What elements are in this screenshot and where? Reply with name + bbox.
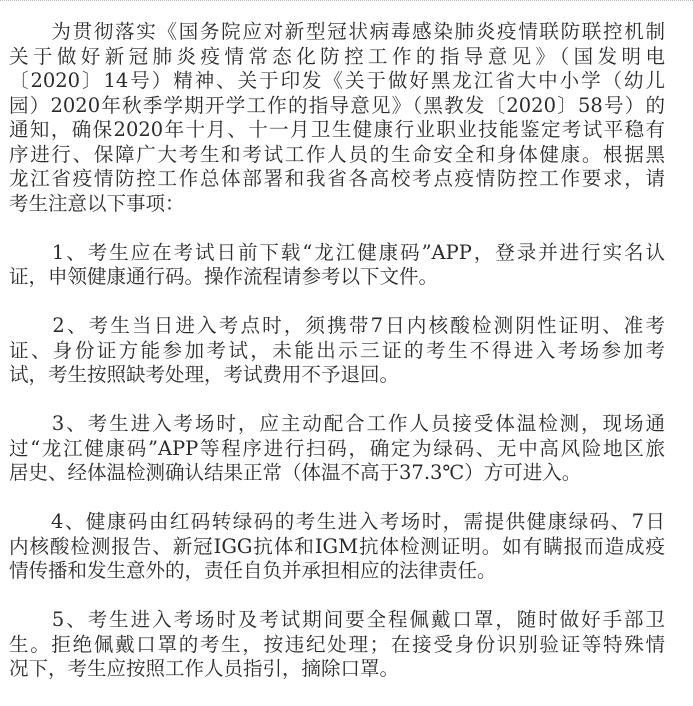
notice-item-3 bbox=[9, 412, 665, 486]
notice-item-5 bbox=[9, 608, 665, 682]
notice-document bbox=[9, 20, 665, 706]
text-line: 试，考生按照缺考处理，考试费用不予退回。 bbox=[9, 363, 400, 386]
text-line: 2、考生当日进入考点时，须携带7日内核酸检测阴性证明、准考 bbox=[9, 314, 665, 337]
notice-item-1 bbox=[9, 241, 665, 290]
intro-paragraph bbox=[9, 20, 665, 216]
text-line: 过“龙江健康码”APP等程序进行扫码，确定为绿码、无中高风险地区旅 bbox=[9, 436, 665, 460]
text-line: 居史、经体温检测确认结果正常（体温不高于37.3℃）方可进入。 bbox=[9, 461, 582, 484]
text-line: 4、健康码由红码转绿码的考生进入考场时，需提供健康绿码、7日 bbox=[9, 510, 665, 533]
notice-item-4 bbox=[9, 510, 665, 584]
text-line: 〔2020〕14号）精神、关于印发《关于做好黑龙江省大中小学（幼儿 bbox=[9, 69, 665, 92]
text-line: 1、考生应在考试日前下载“龙江健康码”APP，登录并进行实名认 bbox=[9, 240, 665, 264]
text-line: 证，申领健康通行码。操作流程请参考以下文件。 bbox=[9, 265, 439, 288]
notice-item-2 bbox=[9, 314, 665, 388]
text-line: 序进行、保障广大考生和考试工作人员的生命安全和身体健康。根据黑 bbox=[9, 142, 665, 166]
text-line: 内核酸检测报告、新冠IGG抗体和IGM抗体检测证明。如有瞒报而造成疫 bbox=[9, 534, 665, 558]
text-line: 生。拒绝佩戴口罩的考生，按违纪处理；在接受身份识别验证等特殊情 bbox=[9, 632, 665, 656]
text-line: 5、考生进入考场时及考试期间要全程佩戴口罩，随时做好手部卫 bbox=[9, 608, 665, 631]
text-line: 考生注意以下事项： bbox=[9, 191, 185, 215]
text-line: 况下，考生应按照工作人员指引，摘除口罩。 bbox=[9, 657, 400, 680]
text-line: 关于做好新冠肺炎疫情常态化防控工作的指导意见》（国发明电 bbox=[9, 44, 665, 68]
text-line: 通知，确保2020年十月、十一月卫生健康行业职业技能鉴定考试平稳有 bbox=[9, 118, 665, 141]
top-dotted-divider bbox=[0, 0, 693, 1]
text-line: 龙江省疫情防控工作总体部署和我省各高校考点疫情防控工作要求，请 bbox=[9, 167, 665, 190]
text-line: 园）2020年秋季学期开学工作的指导意见》（黑教发〔2020〕58号）的 bbox=[9, 93, 665, 117]
text-line: 情传播和发生意外的，责任自负并承担相应的法律责任。 bbox=[9, 559, 497, 582]
text-line: 3、考生进入考场时，应主动配合工作人员接受体温检测，现场通 bbox=[9, 412, 665, 435]
text-line: 证、身份证方能参加考试，未能出示三证的考生不得进入考场参加考 bbox=[9, 338, 665, 362]
text-line: 为贯彻落实《国务院应对新型冠状病毒感染肺炎疫情联防联控机制 bbox=[9, 20, 665, 43]
